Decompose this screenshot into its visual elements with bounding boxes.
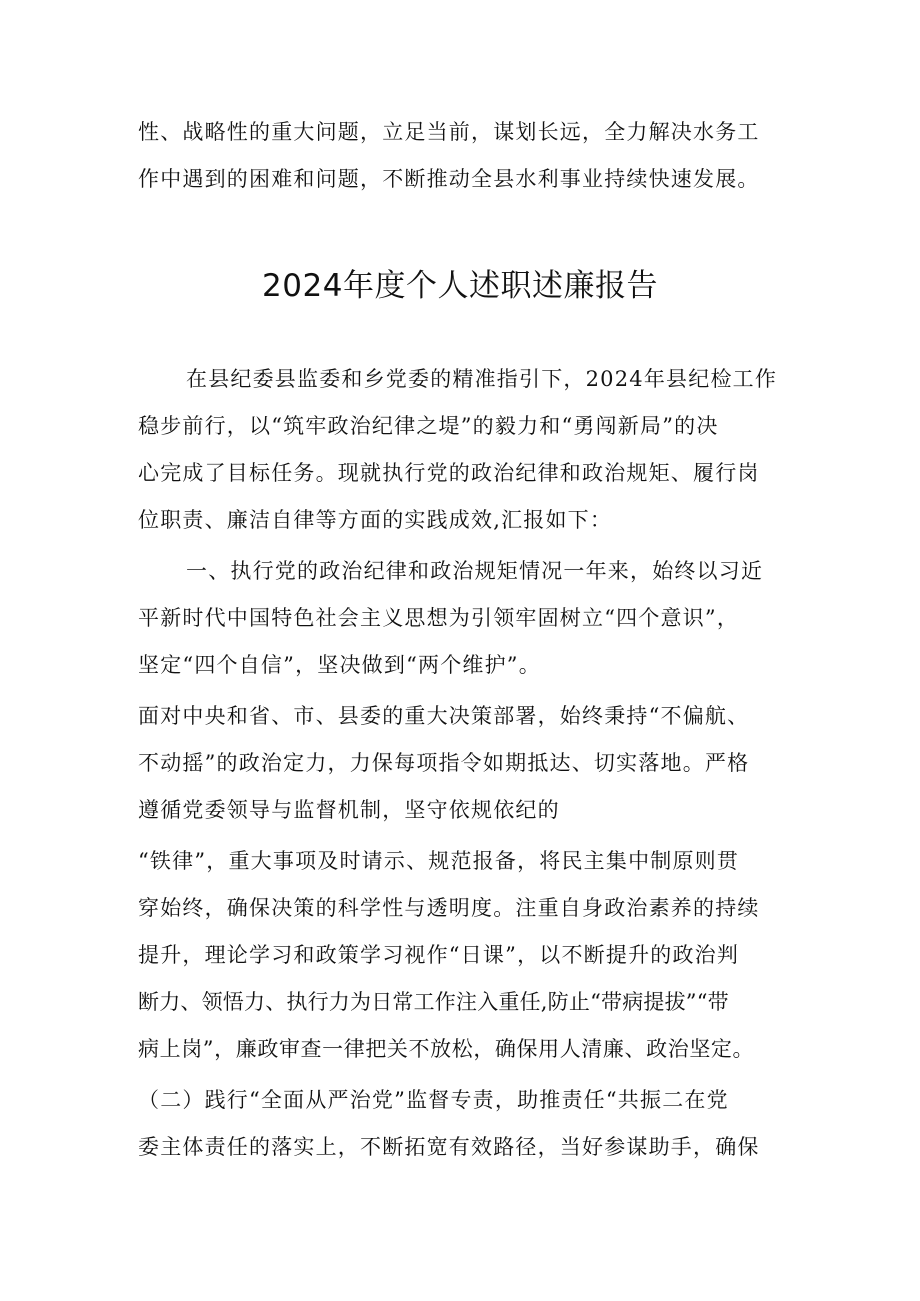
page-title: 2024年度个人述职述廉报告 [262, 268, 658, 304]
paragraph-line-17: 委主体责任的落实上，不断拓宽有效路径，当好参谋助手，确保 [138, 1135, 760, 1159]
paragraph-line-13: 提升，理论学习和政策学习视作“日课”，以不断提升的政治判 [138, 943, 740, 967]
paragraph-line-7: 坚定“四个自信”，坚决做到“两个维护”。 [138, 653, 541, 677]
intro-line-1: 性、战略性的重大问题，立足当前，谋划长远，全力解决水务工 [138, 120, 760, 144]
paragraph-line-6: 平新时代中国特色社会主义思想为引领牢固树立“四个意识”， [138, 606, 740, 630]
intro-line-2: 作中遇到的困难和问题，不断推动全县水利事业持续快速发展。 [138, 167, 760, 191]
paragraph-line-16: （二）践行“全面从严治党”监督专责，助推责任“共振二在党 [138, 1088, 729, 1112]
paragraph-line-1: 在县纪委县监委和乡党委的精准指引下，2024年县纪检工作 [186, 367, 778, 391]
paragraph-line-9: 不动摇”的政治定力，力保每项指令如期抵达、切实落地。严格 [138, 751, 750, 775]
paragraph-line-10: 遵循党委领导与监督机制，坚守依规依纪的 [138, 798, 560, 822]
paragraph-line-8: 面对中央和省、市、县委的重大决策部署，始终秉持“不偏航、 [138, 704, 750, 728]
paragraph-line-2: 稳步前行，以“筑牢政治纪律之堤”的毅力和“勇闯新局”的决 [138, 414, 719, 438]
paragraph-line-15: 病上岗”，廉政审查一律把关不放松，确保用人清廉、政治坚定。 [138, 1037, 755, 1061]
paragraph-line-5: 一、执行党的政治纪律和政治规矩情况一年来，始终以习近 [186, 559, 764, 583]
paragraph-line-11: “铁律”，重大事项及时请示、规范报备，将民主集中制原则贯 [138, 849, 740, 873]
paragraph-line-12: 穿始终，确保决策的科学性与透明度。注重自身政治素养的持续 [138, 896, 760, 920]
paragraph-line-14: 断力、领悟力、执行力为日常工作注入重任,防止“带病提拔”“带 [138, 990, 729, 1014]
paragraph-line-3: 心完成了目标任务。现就执行党的政治纪律和政治规矩、履行岗 [138, 461, 760, 485]
paragraph-line-4: 位职责、廉洁自律等方面的实践成效,汇报如下： [138, 508, 613, 532]
